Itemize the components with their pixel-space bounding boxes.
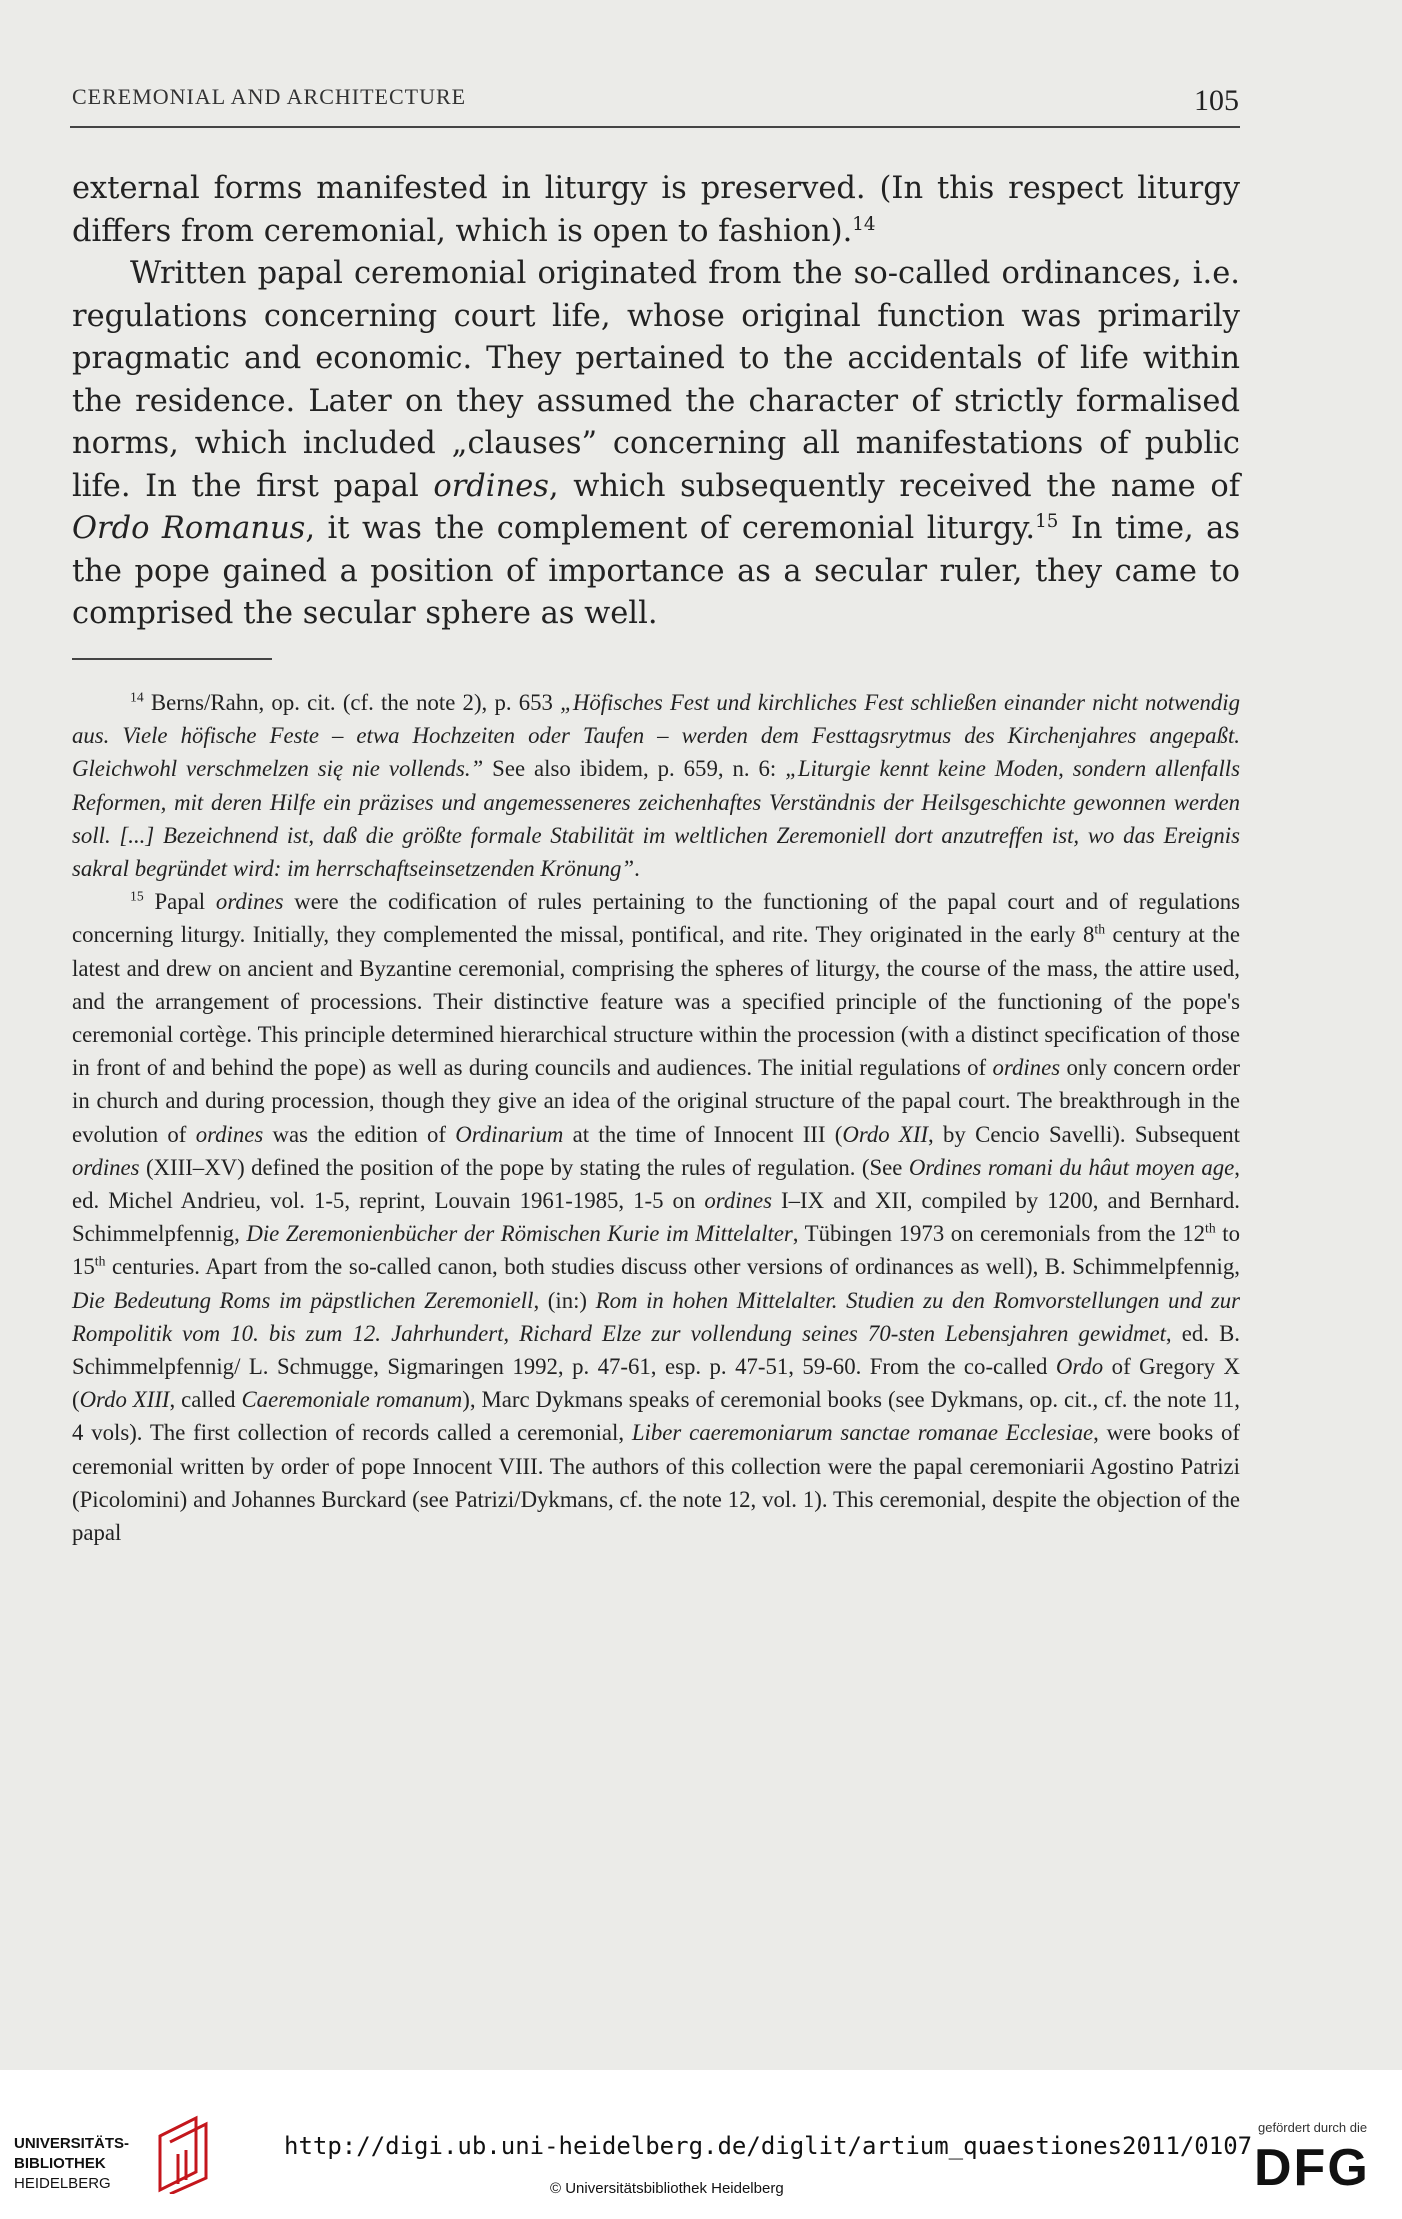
text-span: , Tübingen 1973 on ceremonials from the 12 [792, 1221, 1206, 1247]
copyright-notice: © Universitätsbibliothek Heidelberg [550, 2180, 784, 2197]
library-logo-mark-icon [150, 2114, 214, 2194]
ordinal-suffix: th [1205, 1220, 1216, 1236]
text-span: , called [169, 1387, 242, 1413]
text-span: (XIII–XV) defined the position of the pope by stating the rules of regulation. (See [139, 1154, 909, 1180]
footnote-ref-15: 15 [1035, 510, 1059, 532]
main-text [72, 168, 1240, 636]
italic-term: ordines [992, 1055, 1061, 1081]
text-span: at the time of Innocent III ( [563, 1121, 843, 1147]
italic-term: ordines [72, 1154, 140, 1180]
dfg-logo: DFG [1254, 2139, 1370, 2197]
text-span: Written papal ceremonial originated from the so-called ordinances, i.e. regulations concerning court life, whose original function was primarily pragmatic and economic. They pertained to the accidentals of life within the residence. Later on they assumed the character of strictly formalised norms, which included „clauses” concerning all manifestations of public life. In the first papal [72, 256, 1240, 504]
footnote-14 [72, 686, 1240, 885]
italic-term: ordines [195, 1121, 264, 1147]
funding-label: gefördert durch die [1258, 2120, 1368, 2135]
text-span: only concern order in church and during procession, though they give an idea of the original structure of the papal court. The breakthrough in the evolution of [72, 1055, 1241, 1147]
text-span: See also ibidem, p. 659, n. 6: [483, 756, 786, 782]
ordinal-suffix: th [94, 1253, 106, 1269]
library-logo-text [14, 2134, 129, 2194]
italic-term: Ordo XIII [79, 1387, 170, 1413]
italic-term: Ordo XII [842, 1121, 929, 1147]
logo-line: BIBLIOTHEK [14, 2155, 106, 2172]
text-span: , which subsequently received the name of [548, 468, 1240, 504]
ordinal-suffix: th [1094, 921, 1106, 937]
italic-term: ordines [433, 468, 549, 504]
text-span: , ed. B. Schimmelpfennig/ L. Schmugge, Sigmaringen 1992, p. 47-61, esp. p. 47-51, 59-60. From the co-called [72, 1320, 1241, 1380]
italic-quote: „Liturgie kennt keine Moden, sondern allenfalls Reformen, mit deren Hilfe ein präzises und angemesseneres zeichenhaftes Verständnis der Heilsgeschichte gewonnen werden soll. [...] Bezeichnend ist, daß die größte formale Stabilität im weltlichen Zeremoniell dort anzutreffen ist, wo das Ereignis sakral begründet wird: im herrschaftseinsetzenden Krönung” [72, 756, 1240, 882]
italic-term: Caeremoniale romanum [241, 1387, 463, 1413]
paragraph-1 [72, 168, 1240, 253]
page-number: 105 [1194, 84, 1239, 117]
text-span: to 15 [72, 1221, 1240, 1280]
text-span: Berns/Rahn, op. cit. (cf. the note 2), p. 653 [143, 690, 561, 715]
text-span: , by Cencio Savelli). Subsequent [928, 1121, 1240, 1147]
running-head: CEREMONIAL AND ARCHITECTURE [72, 84, 467, 109]
italic-title: Ordines romani du hâut moyen age [908, 1154, 1235, 1180]
italic-title: Die Bedeutung Roms im päpstlichen Zeremoniell [72, 1287, 534, 1313]
logo-line: HEIDELBERG [14, 2175, 111, 2192]
italic-term: ordines [215, 889, 284, 915]
text-span: In time, as the pope gained a position of importance as a secular ruler, they came to comprised the secular sphere as well. [72, 511, 1240, 631]
footnote-15 [72, 885, 1240, 1549]
text-span: , (in:) [533, 1287, 596, 1313]
footnote-ref-14: 14 [852, 213, 876, 235]
text-span: Papal [143, 889, 216, 915]
italic-title: Liber caeremoniarum sanctae romanae Ecclesiae [631, 1420, 1094, 1446]
digitization-footer [0, 2070, 1402, 2219]
footnote-separator [72, 658, 272, 660]
text-span: ), Marc Dykmans speaks of ceremonial books (see Dykmans, op. cit., cf. the note 11, 4 vols). The first collection of records called a ceremonial, [72, 1387, 1240, 1446]
italic-quote: „Höfisches Fest und kirchliches Fest schließen einander nicht notwendig aus. Viele höfische Feste – etwa Hochzeiten oder Taufen – werden dem Festtagsrytmus des Kirchenjahres angepaßt. Gleichwohl verschmelzen się nie vollends.” [72, 690, 1240, 782]
footnotes [72, 686, 1240, 1549]
paragraph-1-text: external forms manifested in liturgy is preserved. (In this respect liturgy differs from ceremonial, which is open to fashion). [72, 171, 1240, 249]
text-span: , it was the complement of ceremonial liturgy. [305, 511, 1036, 546]
italic-title: Die Zeremonienbücher der Römischen Kurie im Mittelalter [246, 1221, 793, 1247]
text-span: was the edition of [263, 1121, 456, 1147]
logo-line: UNIVERSITÄTS- [14, 2135, 130, 2152]
footnote-number: 14 [130, 689, 144, 705]
text-span: I–IX and XII, compiled by 1200, and Bernhard. Schimmelpfennig, [72, 1188, 1240, 1247]
text-span: of Gregory X ( [72, 1354, 1241, 1413]
text-span: . [634, 856, 640, 882]
text-span: , were books of ceremonial written by order of pope Innocent VIII. The authors of this collection were the papal ceremoniarii Agostino Patrizi (Picolomini) and Johannes Burckard (see Patrizi/Dykmans, cf. the note 12, vol. 1). This ceremonial, despite the objection of the papal [72, 1420, 1240, 1546]
paragraph-2 [72, 253, 1240, 636]
source-url-link[interactable]: http://digi.ub.uni-heidelberg.de/diglit/artium_quaestiones2011/0107 [284, 2132, 1253, 2160]
italic-term: Ordo Romanus [72, 511, 306, 546]
text-span: century at the latest and drew on ancient and Byzantine ceremonial, comprising the spheres of liturgy, the course of the mass, the attire used, and the arrangement of processions. Their distinctive feature was a specified principle of the functioning of the pope's ceremonial cortège. This principle determined hierarchical structure within the procession (with a distinct specification of those in front of and behind the pope) as well as during councils and audiences. The initial regulations of [72, 922, 1240, 1081]
footnote-number: 15 [130, 888, 144, 904]
text-span: centuries. Apart from the so-called canon, both studies discuss other versions of ordinances as well), B. Schimmelpfennig, [105, 1254, 1240, 1280]
text-span: , ed. Michel Andrieu, vol. 1-5, reprint, Louvain 1961-1985, 1-5 on [72, 1154, 1240, 1214]
italic-term: Ordo [1055, 1354, 1104, 1380]
text-span: were the codification of rules pertaining to the functioning of the papal court and of regulations concerning liturgy. Initially, they complemented the missal, pontifical, and rite. They originated in the early 8 [72, 889, 1240, 948]
italic-title: Rom in hohen Mittelalter. Studien zu den Romvorstellungen und zur Rompolitik vom 10. bis zum 12. Jahrhundert, Richard Elze zur vollendung seines 70-sten Lebensjahren gewidmet [72, 1287, 1240, 1346]
italic-term: ordines [704, 1188, 772, 1214]
header-rule [70, 126, 1240, 128]
italic-term: Ordinarium [455, 1121, 564, 1147]
